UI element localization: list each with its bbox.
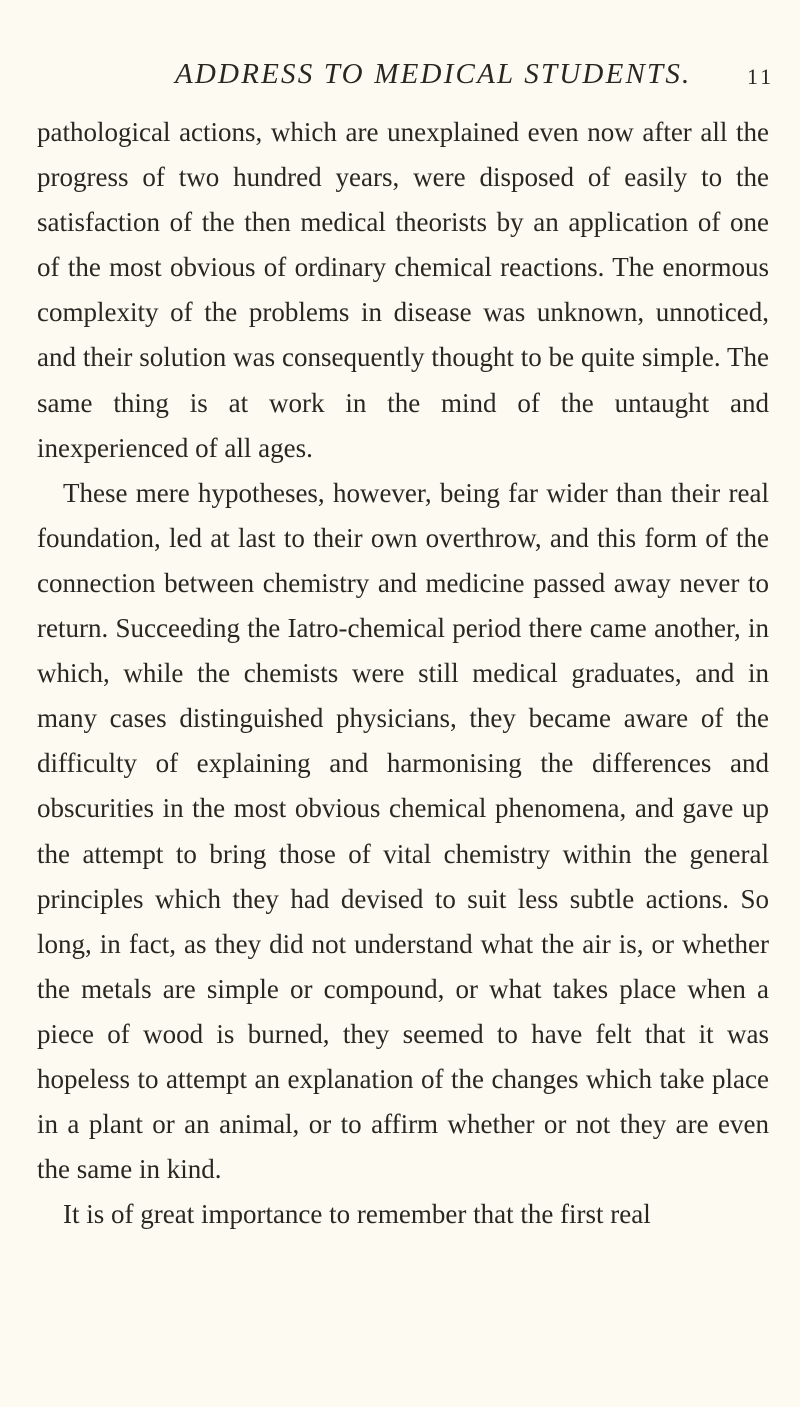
running-title: ADDRESS TO MEDICAL STUDENTS.: [175, 58, 692, 90]
page-number: 11: [747, 64, 775, 89]
page-header: [0, 58, 800, 98]
body-text: [37, 110, 769, 1237]
paragraph-1: pathological actions, which are unexplained even now after all the progress of two hundred years, were disposed of easily to the satisfaction of the then medical theorists by an application of one of the most obvious of ordinary chemical reactions. The enormous complexity of the problems in disease was unknown, unnoticed, and their solution was consequently thought to be quite simple. The same thing is at work in the mind of the untaught and inexperienced of all ages.: [37, 117, 769, 463]
paragraph-2: These mere hypotheses, however, being far wider than their real foundation, led at last to their own overthrow, and this form of the connection between chemistry and medicine passed away never to return. Succeeding the Iatro-chemical period there came another, in which, while the chemists were still medical graduates, and in many cases distinguished physicians, they became aware of the difficulty of explaining and harmonising the differences and obscurities in the most obvious chemical phenomena, and gave up the attempt to bring those of vital chemistry within the general principles which they had devised to suit less subtle actions. So long, in fact, as they did not understand what the air is, or whether the metals are simple or compound, or what takes place when a piece of wood is burned, they seemed to have felt that it was hopeless to attempt an explanation of the changes which take place in a plant or an animal, or to affirm whether or not they are even the same in kind.: [37, 477, 769, 1185]
paragraph-3: It is of great importance to remember that the first real: [63, 1199, 651, 1230]
